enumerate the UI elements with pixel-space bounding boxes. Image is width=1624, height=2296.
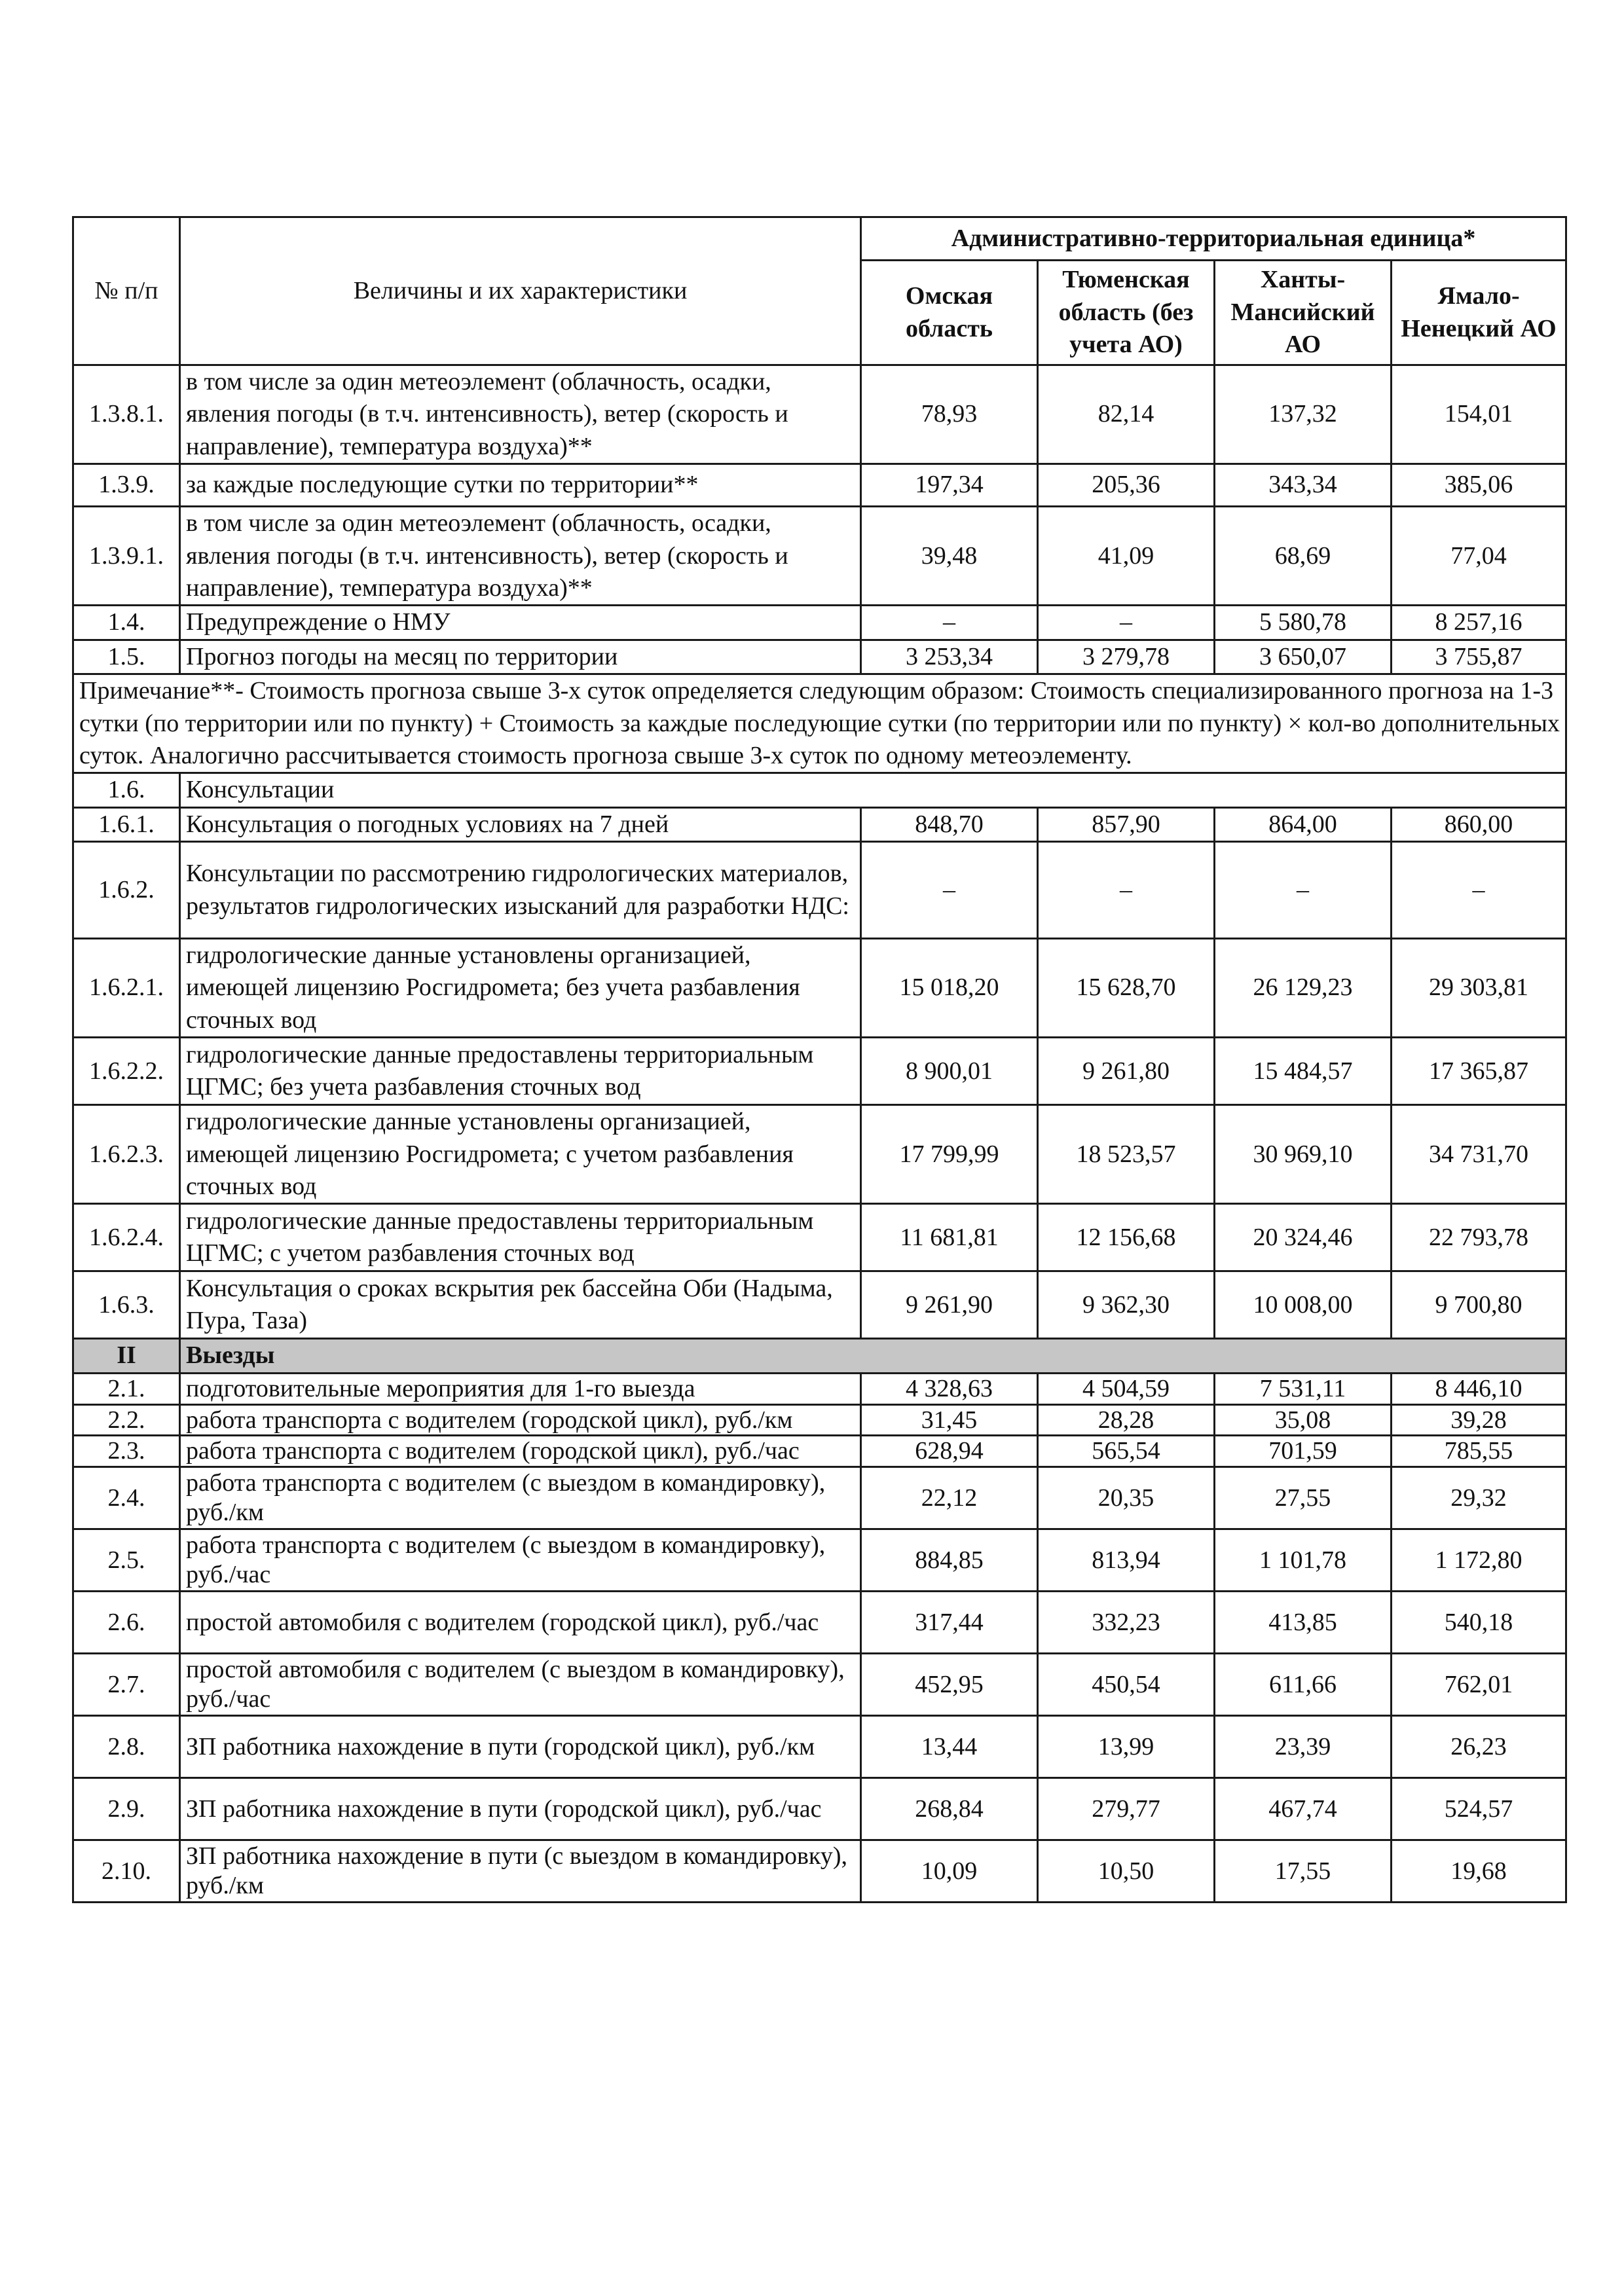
table-row bbox=[73, 1271, 1566, 1339]
row-value: 39,28 bbox=[1392, 1404, 1566, 1436]
row-value: 343,34 bbox=[1215, 464, 1392, 507]
row-desc: Консультация о погодных условиях на 7 дней bbox=[180, 807, 861, 841]
row-value: 154,01 bbox=[1392, 365, 1566, 464]
row-num: 2.8. bbox=[73, 1716, 180, 1778]
table-body-forecasts bbox=[73, 365, 1566, 674]
table-row bbox=[73, 464, 1566, 507]
row-num: 1.6.2.2. bbox=[73, 1038, 180, 1105]
section-row bbox=[73, 1339, 1566, 1373]
table-row bbox=[73, 1778, 1566, 1840]
row-desc: Прогноз погоды на месяц по территории bbox=[180, 640, 861, 674]
row-value: 565,54 bbox=[1038, 1436, 1215, 1467]
row-value: 17 365,87 bbox=[1392, 1038, 1566, 1105]
table-row bbox=[73, 842, 1566, 939]
row-value: 28,28 bbox=[1038, 1404, 1215, 1436]
table-row bbox=[73, 1467, 1566, 1529]
row-value: 3 755,87 bbox=[1392, 640, 1566, 674]
table-body-trips bbox=[73, 1373, 1566, 1902]
row-value: 8 257,16 bbox=[1392, 606, 1566, 640]
section-title: Выезды bbox=[180, 1339, 1566, 1373]
table-row bbox=[73, 1404, 1566, 1436]
table-row bbox=[73, 1436, 1566, 1467]
row-desc: гидрологические данные установлены организацией, имеющей лицензию Росгидромета; без учета разбавления сточных вод bbox=[180, 939, 861, 1038]
row-num: 2.3. bbox=[73, 1436, 180, 1467]
row-value: 29 303,81 bbox=[1392, 939, 1566, 1038]
table-header bbox=[73, 217, 1566, 365]
row-desc: простой автомобиля с водителем (городской цикл), руб./час bbox=[180, 1592, 861, 1654]
row-num: 2.9. bbox=[73, 1778, 180, 1840]
row-value: 22 793,78 bbox=[1392, 1204, 1566, 1271]
row-value: 31,45 bbox=[861, 1404, 1038, 1436]
row-desc: в том числе за один метеоэлемент (облачность, осадки, явления погоды (в т.ч. интенсивность), ветер (скорость и направление), температура воздуха)** bbox=[180, 365, 861, 464]
row-value: 9 261,80 bbox=[1038, 1038, 1215, 1105]
table-row bbox=[73, 1204, 1566, 1271]
row-value: – bbox=[1038, 842, 1215, 939]
row-desc: за каждые последующие сутки по территории** bbox=[180, 464, 861, 507]
table-row bbox=[73, 1105, 1566, 1204]
row-value: 78,93 bbox=[861, 365, 1038, 464]
row-value: 19,68 bbox=[1392, 1840, 1566, 1903]
row-num: 1.3.9.1. bbox=[73, 507, 180, 606]
row-value: 4 504,59 bbox=[1038, 1373, 1215, 1404]
row-value: 197,34 bbox=[861, 464, 1038, 507]
row-value: 9 362,30 bbox=[1038, 1271, 1215, 1339]
price-table bbox=[72, 216, 1567, 1903]
row-value: 317,44 bbox=[861, 1592, 1038, 1654]
row-value: 35,08 bbox=[1215, 1404, 1392, 1436]
row-num: 2.10. bbox=[73, 1840, 180, 1903]
row-value: 11 681,81 bbox=[861, 1204, 1038, 1271]
table-row bbox=[73, 1716, 1566, 1778]
row-value: 82,14 bbox=[1038, 365, 1215, 464]
row-desc: работа транспорта с водителем (городской цикл), руб./час bbox=[180, 1436, 861, 1467]
header-region: Ханты-Мансийский АО bbox=[1215, 261, 1392, 365]
row-desc: ЗП работника нахождение в пути (с выездом в командировку), руб./км bbox=[180, 1840, 861, 1903]
row-desc: Консультация о сроках вскрытия рек бассейна Оби (Надыма, Пура, Таза) bbox=[180, 1271, 861, 1339]
table-body-consultations bbox=[73, 807, 1566, 1339]
row-value: 10,09 bbox=[861, 1840, 1038, 1903]
row-value: 279,77 bbox=[1038, 1778, 1215, 1840]
row-desc: подготовительные мероприятия для 1-го выезда bbox=[180, 1373, 861, 1404]
row-value: 12 156,68 bbox=[1038, 1204, 1215, 1271]
row-value: 13,99 bbox=[1038, 1716, 1215, 1778]
row-desc: гидрологические данные предоставлены территориальным ЦГМС; без учета разбавления сточных вод bbox=[180, 1038, 861, 1105]
row-desc: ЗП работника нахождение в пути (городской цикл), руб./км bbox=[180, 1716, 861, 1778]
table-row bbox=[73, 939, 1566, 1038]
row-value: 7 531,11 bbox=[1215, 1373, 1392, 1404]
row-num: 1.3.9. bbox=[73, 464, 180, 507]
row-value: 4 328,63 bbox=[861, 1373, 1038, 1404]
row-value: – bbox=[861, 842, 1038, 939]
row-value: 9 700,80 bbox=[1392, 1271, 1566, 1339]
row-value: 332,23 bbox=[1038, 1592, 1215, 1654]
header-region: Тюменская область (без учета АО) bbox=[1038, 261, 1215, 365]
row-value: 17,55 bbox=[1215, 1840, 1392, 1903]
table-body-section-ii bbox=[73, 1339, 1566, 1373]
row-value: 785,55 bbox=[1392, 1436, 1566, 1467]
row-value: 628,94 bbox=[861, 1436, 1038, 1467]
row-value: 450,54 bbox=[1038, 1654, 1215, 1716]
header-desc: Величины и их характеристики bbox=[180, 217, 861, 365]
row-value: – bbox=[1038, 606, 1215, 640]
row-value: – bbox=[1215, 842, 1392, 939]
row-desc: ЗП работника нахождение в пути (городской цикл), руб./час bbox=[180, 1778, 861, 1840]
row-value: 15 018,20 bbox=[861, 939, 1038, 1038]
row-value: 20,35 bbox=[1038, 1467, 1215, 1529]
row-value: 18 523,57 bbox=[1038, 1105, 1215, 1204]
row-value: 15 628,70 bbox=[1038, 939, 1215, 1038]
section-num: II bbox=[73, 1339, 180, 1373]
row-value: 857,90 bbox=[1038, 807, 1215, 841]
row-desc: работа транспорта с водителем (с выездом в командировку), руб./км bbox=[180, 1467, 861, 1529]
row-value: 137,32 bbox=[1215, 365, 1392, 464]
header-group-title: Административно-территориальная единица* bbox=[861, 217, 1566, 261]
row-desc: простой автомобиля с водителем (с выездом в командировку), руб./час bbox=[180, 1654, 861, 1716]
row-value: 1 101,78 bbox=[1215, 1529, 1392, 1592]
row-value: 540,18 bbox=[1392, 1592, 1566, 1654]
row-value: 701,59 bbox=[1215, 1436, 1392, 1467]
row-value: 864,00 bbox=[1215, 807, 1392, 841]
row-num: 2.1. bbox=[73, 1373, 180, 1404]
row-value: 20 324,46 bbox=[1215, 1204, 1392, 1271]
table-row bbox=[73, 507, 1566, 606]
table-row bbox=[73, 1038, 1566, 1105]
table-row bbox=[73, 1654, 1566, 1716]
table-row bbox=[73, 1592, 1566, 1654]
row-value: 41,09 bbox=[1038, 507, 1215, 606]
row-num: 1.4. bbox=[73, 606, 180, 640]
row-value: 23,39 bbox=[1215, 1716, 1392, 1778]
note-text: Примечание**- Стоимость прогноза свыше 3-х суток определяется следующим образом: Стоимость специализированного прогноза на 1-3 сутки (по территории или по пункту) + Стоимость за каждые последующие сутки (по территории или по пункту) × кол-во дополнительных суток. Аналогично рассчитывается стоимость прогноза свыше 3-х суток по одному метеоэлементу. bbox=[73, 674, 1566, 773]
row-value: 762,01 bbox=[1392, 1654, 1566, 1716]
row-value: 467,74 bbox=[1215, 1778, 1392, 1840]
row-value: 26 129,23 bbox=[1215, 939, 1392, 1038]
row-value: 27,55 bbox=[1215, 1467, 1392, 1529]
row-value: 452,95 bbox=[861, 1654, 1038, 1716]
table-row bbox=[73, 640, 1566, 674]
row-value: 884,85 bbox=[861, 1529, 1038, 1592]
row-value: 3 650,07 bbox=[1215, 640, 1392, 674]
row-value: 10,50 bbox=[1038, 1840, 1215, 1903]
table-row bbox=[73, 1840, 1566, 1903]
row-num: 1.6.2.3. bbox=[73, 1105, 180, 1204]
row-num: 1.6. bbox=[73, 773, 180, 807]
table-row bbox=[73, 1373, 1566, 1404]
row-value: 385,06 bbox=[1392, 464, 1566, 507]
row-value: 3 253,34 bbox=[861, 640, 1038, 674]
row-value: 8 446,10 bbox=[1392, 1373, 1566, 1404]
row-desc: гидрологические данные установлены организацией, имеющей лицензию Росгидромета; с учетом разбавления сточных вод bbox=[180, 1105, 861, 1204]
row-value: 26,23 bbox=[1392, 1716, 1566, 1778]
row-value: 524,57 bbox=[1392, 1778, 1566, 1840]
row-num: 2.2. bbox=[73, 1404, 180, 1436]
row-value: – bbox=[1392, 842, 1566, 939]
row-value: 39,48 bbox=[861, 507, 1038, 606]
row-num: 1.6.1. bbox=[73, 807, 180, 841]
row-desc: Консультации по рассмотрению гидрологических материалов, результатов гидрологических изысканий для разработки НДС: bbox=[180, 842, 861, 939]
row-value: – bbox=[861, 606, 1038, 640]
header-region: Ямало-Ненецкий АО bbox=[1392, 261, 1566, 365]
row-num: 1.6.2.1. bbox=[73, 939, 180, 1038]
table-row bbox=[73, 1529, 1566, 1592]
row-value: 15 484,57 bbox=[1215, 1038, 1392, 1105]
row-num: 2.6. bbox=[73, 1592, 180, 1654]
row-value: 29,32 bbox=[1392, 1467, 1566, 1529]
row-value: 848,70 bbox=[861, 807, 1038, 841]
row-value: 5 580,78 bbox=[1215, 606, 1392, 640]
row-value: 813,94 bbox=[1038, 1529, 1215, 1592]
table-row bbox=[73, 606, 1566, 640]
row-value: 268,84 bbox=[861, 1778, 1038, 1840]
row-value: 68,69 bbox=[1215, 507, 1392, 606]
row-desc: работа транспорта с водителем (с выездом в командировку), руб./час bbox=[180, 1529, 861, 1592]
table-row bbox=[73, 365, 1566, 464]
row-desc: Предупреждение о НМУ bbox=[180, 606, 861, 640]
row-desc: Консультации bbox=[180, 773, 1566, 807]
row-num: 1.6.2. bbox=[73, 842, 180, 939]
header-num: № п/п bbox=[73, 217, 180, 365]
row-value: 611,66 bbox=[1215, 1654, 1392, 1716]
row-value: 10 008,00 bbox=[1215, 1271, 1392, 1339]
table-row bbox=[73, 807, 1566, 841]
row-desc: в том числе за один метеоэлемент (облачность, осадки, явления погоды (в т.ч. интенсивность), ветер (скорость и направление), температура воздуха)** bbox=[180, 507, 861, 606]
row-value: 3 279,78 bbox=[1038, 640, 1215, 674]
row-value: 8 900,01 bbox=[861, 1038, 1038, 1105]
row-num: 1.5. bbox=[73, 640, 180, 674]
row-value: 413,85 bbox=[1215, 1592, 1392, 1654]
row-value: 34 731,70 bbox=[1392, 1105, 1566, 1204]
row-num: 2.7. bbox=[73, 1654, 180, 1716]
row-desc: гидрологические данные предоставлены территориальным ЦГМС; с учетом разбавления сточных вод bbox=[180, 1204, 861, 1271]
table-body-note bbox=[73, 674, 1566, 808]
row-value: 13,44 bbox=[861, 1716, 1038, 1778]
row-value: 22,12 bbox=[861, 1467, 1038, 1529]
row-num: 2.4. bbox=[73, 1467, 180, 1529]
row-value: 1 172,80 bbox=[1392, 1529, 1566, 1592]
row-num: 1.6.2.4. bbox=[73, 1204, 180, 1271]
row-value: 77,04 bbox=[1392, 507, 1566, 606]
row-value: 17 799,99 bbox=[861, 1105, 1038, 1204]
row-value: 9 261,90 bbox=[861, 1271, 1038, 1339]
row-value: 860,00 bbox=[1392, 807, 1566, 841]
row-num: 1.3.8.1. bbox=[73, 365, 180, 464]
row-num: 1.6.3. bbox=[73, 1271, 180, 1339]
row-value: 205,36 bbox=[1038, 464, 1215, 507]
row-value: 30 969,10 bbox=[1215, 1105, 1392, 1204]
row-desc: работа транспорта с водителем (городской цикл), руб./км bbox=[180, 1404, 861, 1436]
header-region: Омская область bbox=[861, 261, 1038, 365]
row-num: 2.5. bbox=[73, 1529, 180, 1592]
